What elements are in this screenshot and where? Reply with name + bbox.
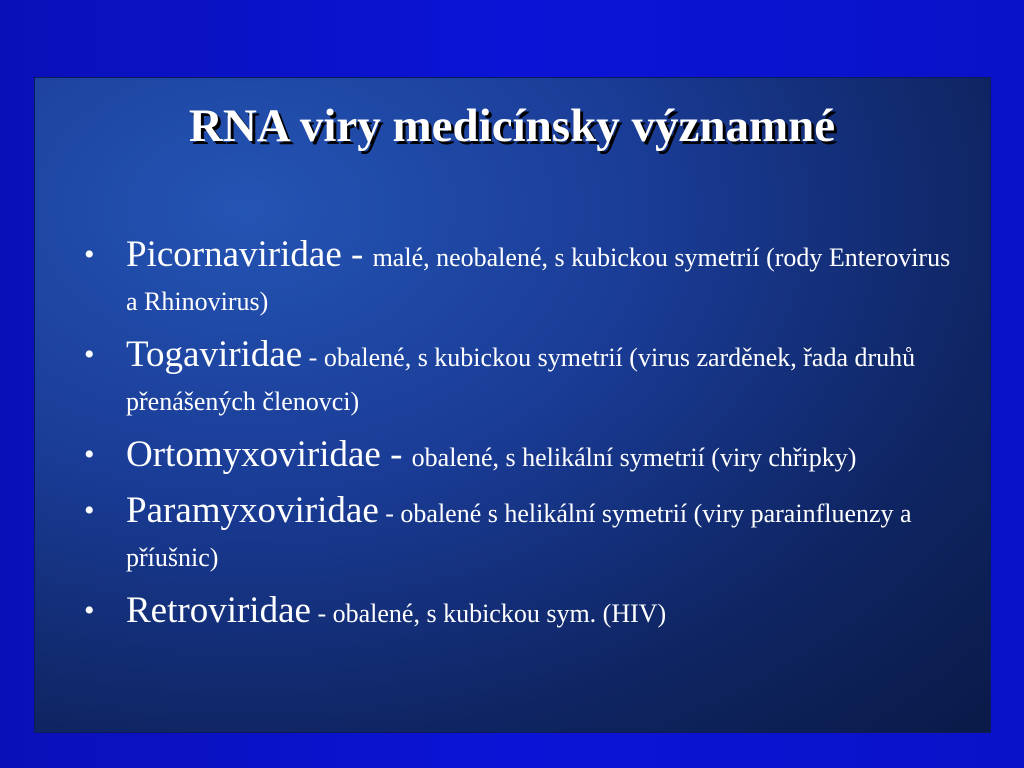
virus-family-description: obalené, s kubickou symetrií (virus zarděnek, řada druhů přenášených členovci) <box>126 343 916 416</box>
term-separator: - <box>380 434 412 475</box>
virus-family-term: Togaviridae <box>126 334 303 375</box>
term-separator: - <box>378 499 401 528</box>
bullet-list <box>84 233 964 645</box>
list-item <box>84 433 964 480</box>
virus-family-description: obalené, s kubickou sym. (HIV) <box>332 599 667 628</box>
virus-family-term: Paramyxoviridae <box>126 490 379 531</box>
bullet-icon: • <box>84 238 95 271</box>
term-separator: - <box>341 234 373 275</box>
bullet-icon: • <box>84 494 95 527</box>
virus-family-term: Retroviridae <box>126 590 311 631</box>
bullet-icon: • <box>84 594 95 627</box>
virus-family-description: obalené s helikální symetrií (viry parainfluenzy a příušnic) <box>126 499 912 572</box>
term-separator: - <box>302 343 324 372</box>
slide-title: RNA viry medicínsky významné <box>188 100 836 152</box>
virus-family-term: Ortomyxoviridae <box>126 434 381 475</box>
virus-family-description: obalené, s helikální symetrií (viry chřipky) <box>411 443 857 472</box>
list-item <box>84 333 964 424</box>
term-separator: - <box>310 599 333 628</box>
bullet-icon: • <box>84 338 95 371</box>
virus-family-term: Picornaviridae <box>126 234 342 275</box>
list-item <box>84 589 964 636</box>
bullet-icon: • <box>84 438 95 471</box>
list-item <box>84 489 964 580</box>
virus-family-description: malé, neobalené, s kubickou symetrií (rody Enterovirus a Rhinovirus) <box>126 243 951 316</box>
list-item <box>84 233 964 324</box>
